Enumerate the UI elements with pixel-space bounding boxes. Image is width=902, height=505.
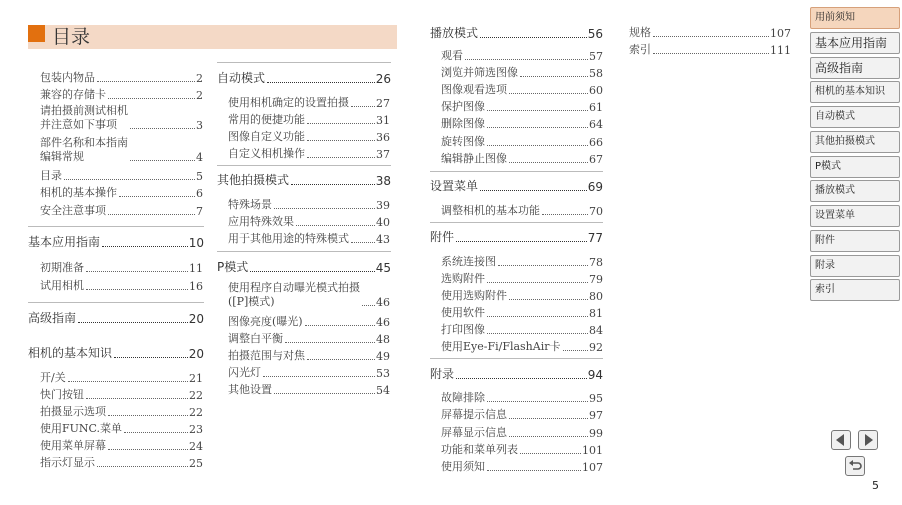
toc-entry[interactable]: 初期准备 11 [40,261,203,275]
toc-entry[interactable]: 兼容的存储卡 2 [40,88,203,102]
divider [217,165,391,166]
sidebar-item-advanced-guide[interactable]: 高级指南 [810,57,900,79]
return-button[interactable] [845,456,865,476]
toc-entry[interactable]: 调整相机的基本功能 70 [441,204,603,218]
sidebar-item-p-mode[interactable]: P模式 [810,156,900,178]
toc-section-auto[interactable]: 自动模式 26 [217,71,391,86]
divider [430,358,603,359]
sidebar-item-camera-basics[interactable]: 相机的基本知识 [810,81,900,103]
toc-section-basic[interactable]: 基本应用指南 10 [28,235,204,250]
toc-entry[interactable]: 其他设置 54 [228,383,390,397]
sidebar-item-other-modes[interactable]: 其他拍摄模式 [810,131,900,153]
toc-section-p-mode[interactable]: P模式 45 [217,260,391,275]
toc-entry[interactable]: 屏幕提示信息 97 [441,408,603,422]
toc-entry[interactable]: 功能和菜单列表 101 [441,443,603,457]
divider [430,171,603,172]
sidebar-item-setup[interactable]: 设置菜单 [810,205,900,227]
sidebar-item-auto-mode[interactable]: 自动模式 [810,106,900,128]
toc-entry[interactable]: 保护图像 61 [441,100,603,114]
divider [430,222,603,223]
toc-entry[interactable]: 使用Eye-Fi/FlashAir卡 92 [441,340,603,354]
toc-entry[interactable]: 编辑静止图像 67 [441,152,603,166]
right-arrow-icon [859,431,877,449]
chapter-sidebar [810,7,900,304]
toc-entry[interactable]: 闪光灯 53 [228,366,390,380]
toc-entry[interactable]: 特殊场景 39 [228,198,390,212]
toc-section-playback[interactable]: 播放模式 56 [430,26,603,41]
next-page-button[interactable] [858,430,878,450]
toc-entry[interactable]: 屏幕显示信息 99 [441,426,603,440]
toc-entry[interactable]: 拍摄显示选项 22 [40,405,203,419]
toc-entry[interactable]: 浏览并筛选图像 58 [441,66,603,80]
sidebar-item-basic-guide[interactable]: 基本应用指南 [810,32,900,54]
toc-entry[interactable]: 选购附件 79 [441,272,603,286]
toc-entry[interactable]: 故障排除 95 [441,391,603,405]
toc-entry[interactable]: 安全注意事项 7 [40,204,203,218]
toc-entry[interactable]: 包装内物品 2 [40,71,203,85]
toc-section-setup[interactable]: 设置菜单 69 [430,179,603,194]
page-title: 目录 [52,26,91,48]
toc-entry[interactable]: 观看 57 [441,49,603,63]
return-icon [846,457,864,475]
divider [217,251,391,252]
toc-entry[interactable]: 用于其他用途的特殊模式 43 [228,232,390,246]
toc-section-other-modes[interactable]: 其他拍摄模式 38 [217,173,391,188]
toc-entry[interactable]: 图像自定义功能 36 [228,130,390,144]
toc-entry[interactable]: 使用选购附件 80 [441,289,603,303]
toc-entry[interactable]: 调整白平衡 48 [228,332,390,346]
prev-page-button[interactable] [831,430,851,450]
toc-entry[interactable]: 使用程序自动曝光模式拍摄 ([P]模式) 46 [228,281,390,309]
page-number: 5 [872,479,879,492]
toc-entry[interactable]: 图像观看选项 60 [441,83,603,97]
sidebar-item-appendix[interactable]: 附录 [810,255,900,277]
toc-entry[interactable]: 打印图像 84 [441,323,603,337]
toc-section-appendix[interactable]: 附录 94 [430,367,603,382]
left-arrow-icon [832,431,850,449]
toc-entry[interactable]: 请拍摄前测试相机 并注意如下事项 3 [40,104,203,132]
divider [28,302,204,303]
toc-entry[interactable]: 使用菜单屏幕 24 [40,439,203,453]
toc-entry[interactable]: 快门按钮 22 [40,388,203,402]
toc-entry[interactable]: 部件名称和本指南 编辑常规 4 [40,136,203,164]
toc-entry[interactable]: 旋转图像 66 [441,135,603,149]
sidebar-item-index[interactable]: 索引 [810,279,900,301]
toc-section-advanced[interactable]: 高级指南 20 [28,311,204,326]
toc-entry[interactable]: 目录 5 [40,169,203,183]
toc-entry[interactable]: 指示灯显示 25 [40,456,203,470]
toc-entry[interactable]: 拍摄范围与对焦 49 [228,349,390,363]
toc-entry[interactable]: 索引 111 [629,43,791,57]
toc-entry[interactable]: 相机的基本操作 6 [40,186,203,200]
toc-entry[interactable]: 使用须知 107 [441,460,603,474]
toc-entry[interactable]: 使用软件 81 [441,306,603,320]
title-marker [28,25,45,42]
divider [217,62,391,63]
toc-entry[interactable]: 使用相机确定的设置拍摄 27 [228,96,390,110]
toc-entry[interactable]: 应用特殊效果 40 [228,215,390,229]
divider [28,226,204,227]
sidebar-item-before-use[interactable]: 用前须知 [810,7,900,29]
sidebar-item-accessories[interactable]: 附件 [810,230,900,252]
toc-entry[interactable]: 自定义相机操作 37 [228,147,390,161]
toc-entry[interactable]: 试用相机 16 [40,279,203,293]
toc-section-accessories[interactable]: 附件 77 [430,230,603,245]
toc-entry[interactable]: 删除图像 64 [441,117,603,131]
toc-entry[interactable]: 使用FUNC.菜单 23 [40,422,203,436]
toc-entry[interactable]: 图像亮度(曝光) 46 [228,315,390,329]
toc-entry[interactable]: 系统连接图 78 [441,255,603,269]
toc-section-camera-basics[interactable]: 相机的基本知识 20 [28,346,204,361]
toc-entry[interactable]: 常用的便捷功能 31 [228,113,390,127]
sidebar-item-playback[interactable]: 播放模式 [810,180,900,202]
toc-entry[interactable]: 开/关 21 [40,371,203,385]
toc-entry[interactable]: 规格 107 [629,26,791,40]
